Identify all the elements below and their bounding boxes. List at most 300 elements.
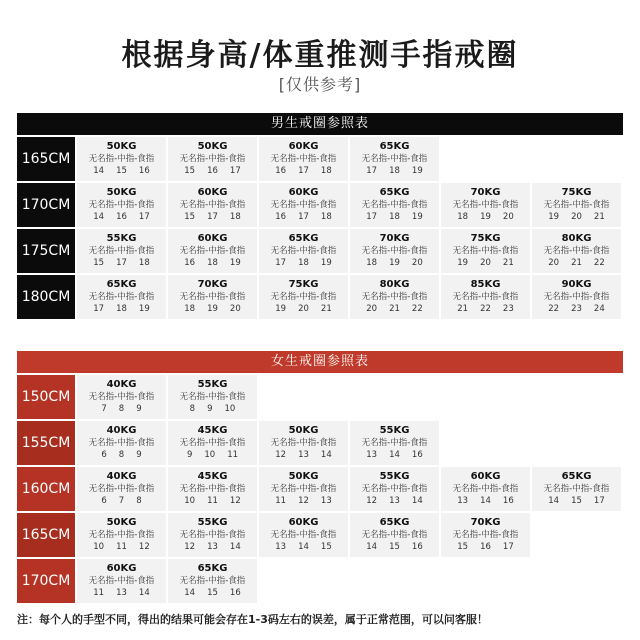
ring-size-value: 20 [411,258,423,268]
ring-size-value: 14 [366,542,378,552]
weight-cells [75,421,623,465]
ring-sizes [532,303,621,315]
weight-label: 60KG [197,187,228,198]
finger-label: 无名指-中指-食指 [88,392,155,402]
ring-sizes [168,403,257,415]
ring-size-value: 20 [502,212,514,222]
ring-sizes [168,303,257,315]
ring-size-value: 18 [320,212,332,222]
finger-label: 无名指-中指-食指 [543,200,610,210]
ring-size-value: 18 [389,166,400,176]
ring-size-value: 16 [275,212,287,222]
ring-size-value: 15 [457,542,469,552]
ring-size-value: 14 [389,450,400,460]
ring-size-value: 11 [227,450,239,460]
ring-size-value: 13 [457,496,469,506]
ring-size-value: 12 [138,542,150,552]
ring-size-value: 21 [457,304,469,314]
finger-label: 无名指-中指-食指 [179,292,246,302]
male-table-header: 男生戒圈参照表 [17,113,623,135]
ring-size-value: 23 [571,304,582,314]
height-label: 165CM [21,527,71,543]
ring-size-value: 10 [93,542,105,552]
weight-label: 65KG [379,141,410,152]
weight-label: 55KG [379,471,410,482]
ring-size-value: 12 [184,542,196,552]
size-cell [441,513,530,557]
ring-size-value: 7 [101,404,107,414]
weight-label: 50KG [106,517,137,528]
weight-label: 40KG [106,471,137,482]
ring-size-value: 11 [207,496,218,506]
ring-size-value: 14 [298,542,309,552]
ring-sizes [441,257,530,269]
weight-cells [75,183,623,227]
weight-cells [75,559,623,603]
weight-label: 75KG [561,187,592,198]
weight-label: 65KG [106,279,137,290]
size-cell [441,229,530,273]
ring-size-value: 19 [389,258,400,268]
finger-label: 无名指-中指-食指 [270,200,337,210]
female-table-body [17,375,623,603]
ring-size-value: 8 [136,496,142,506]
ring-size-value: 13 [320,496,332,506]
ring-size-value: 19 [229,258,241,268]
ring-sizes [350,211,439,223]
size-cell [168,229,257,273]
ring-sizes [532,257,621,269]
ring-sizes [77,587,166,599]
ring-size-value: 20 [548,258,560,268]
finger-label: 无名指-中指-食指 [179,200,246,210]
ring-size-value: 11 [93,588,105,598]
height-label: 180CM [21,289,71,305]
ring-size-value: 15 [116,166,127,176]
ring-size-value: 21 [593,212,605,222]
weight-cells [75,137,623,181]
weight-label: 65KG [379,187,410,198]
weight-label: 60KG [288,187,319,198]
ring-size-value: 13 [298,450,309,460]
female-ring-size-table [17,351,623,603]
ring-size-value: 14 [184,588,196,598]
ring-sizes [259,165,348,177]
weight-label: 45KG [197,425,228,436]
table-row [17,137,623,181]
table-row [17,375,623,419]
finger-label: 无名指-中指-食指 [179,438,246,448]
ring-size-value: 20 [298,304,309,314]
ring-sizes [350,257,439,269]
ring-size-value: 16 [207,166,218,176]
height-label: 165CM [21,151,71,167]
ring-size-value: 12 [275,450,287,460]
ring-size-value: 18 [298,258,309,268]
ring-size-value: 20 [480,258,491,268]
finger-label: 无名指-中指-食指 [270,246,337,256]
size-cell [350,275,439,319]
weight-cells [75,275,623,319]
ring-sizes [77,403,166,415]
ring-sizes [350,165,439,177]
ring-size-value: 17 [502,542,514,552]
ring-size-value: 16 [229,588,241,598]
ring-sizes [259,495,348,507]
size-cell [350,183,439,227]
ring-size-value: 18 [366,258,378,268]
ring-size-value: 16 [116,212,127,222]
size-cell [532,275,621,319]
ring-sizes [168,541,257,553]
table-row [17,229,623,273]
ring-size-value: 21 [571,258,582,268]
ring-size-value: 18 [320,166,332,176]
ring-size-value: 13 [275,542,287,552]
ring-size-value: 17 [138,212,150,222]
ring-size-value: 10 [184,496,196,506]
ring-size-value: 13 [207,542,218,552]
male-table-body [17,137,623,319]
height-label: 160CM [21,481,71,497]
weight-label: 70KG [470,517,501,528]
ring-size-value: 20 [366,304,378,314]
ring-size-value: 17 [298,166,309,176]
weight-cells [75,467,623,511]
weight-label: 50KG [106,141,137,152]
ring-size-value: 15 [571,496,582,506]
ring-size-value: 19 [411,212,423,222]
ring-size-value: 16 [480,542,491,552]
ring-size-value: 18 [207,258,218,268]
ring-sizes [259,303,348,315]
weight-label: 50KG [106,187,137,198]
finger-label: 无名指-中指-食指 [452,246,519,256]
ring-size-value: 15 [207,588,218,598]
ring-size-value: 18 [138,258,150,268]
ring-size-value: 13 [116,588,127,598]
ring-size-value: 19 [457,258,469,268]
ring-size-value: 8 [118,450,125,460]
ring-sizes [168,257,257,269]
weight-cells [75,513,623,557]
finger-label: 无名指-中指-食指 [270,484,337,494]
weight-label: 55KG [106,233,137,244]
height-label: 170CM [21,197,71,213]
ring-size-value: 17 [366,166,378,176]
weight-label: 70KG [470,187,501,198]
table-row [17,559,623,603]
finger-label: 无名指-中指-食指 [179,246,246,256]
finger-label: 无名指-中指-食指 [88,484,155,494]
finger-label: 无名指-中指-食指 [88,292,155,302]
ring-size-value: 18 [229,212,241,222]
ring-sizes [168,495,257,507]
ring-sizes [350,449,439,461]
ring-size-value: 19 [480,212,491,222]
ring-size-value: 17 [207,212,218,222]
ring-size-value: 17 [116,258,127,268]
ring-size-value: 13 [366,450,378,460]
ring-sizes [77,449,166,461]
ring-size-value: 11 [116,542,127,552]
ring-size-value: 7 [118,496,125,506]
ring-size-value: 16 [411,542,423,552]
ring-size-value: 22 [593,258,605,268]
ring-size-value: 22 [480,304,491,314]
ring-size-value: 20 [571,212,582,222]
weight-label: 65KG [379,517,410,528]
size-cell [259,467,348,511]
size-cell [77,275,166,319]
ring-size-value: 12 [229,496,241,506]
finger-label: 无名指-中指-食指 [543,484,610,494]
size-cell [168,559,257,603]
weight-label: 45KG [197,471,228,482]
ring-size-value: 19 [320,258,332,268]
ring-size-value: 22 [411,304,423,314]
size-cell [77,137,166,181]
ring-size-value: 9 [136,404,142,414]
weight-label: 40KG [106,379,137,390]
height-label: 170CM [21,573,71,589]
weight-label: 60KG [197,233,228,244]
ring-size-value: 8 [189,404,196,414]
finger-label: 无名指-中指-食指 [361,246,428,256]
finger-label: 无名指-中指-食指 [270,154,337,164]
weight-label: 75KG [288,279,319,290]
ring-size-value: 10 [204,450,216,460]
weight-label: 70KG [197,279,228,290]
ring-size-value: 14 [480,496,491,506]
size-cell [259,137,348,181]
ring-size-value: 15 [389,542,400,552]
ring-size-value: 19 [138,304,150,314]
ring-size-value: 21 [389,304,400,314]
ring-size-value: 9 [136,450,142,460]
ring-sizes [259,211,348,223]
size-cell [77,421,166,465]
ring-size-value: 12 [366,496,378,506]
finger-label: 无名指-中指-食指 [452,292,519,302]
size-cell [350,467,439,511]
table-row [17,275,623,319]
ring-sizes [441,541,530,553]
finger-label: 无名指-中指-食指 [452,530,519,540]
ring-size-value: 13 [389,496,400,506]
finger-label: 无名指-中指-食指 [361,292,428,302]
ring-sizes [350,541,439,553]
ring-size-value: 19 [548,212,560,222]
ring-size-value: 17 [229,166,241,176]
page-title: 根据身高/体重推测手指戒圈 [121,38,519,73]
size-cell [259,421,348,465]
weight-cells [75,375,623,419]
ring-size-value: 15 [184,166,196,176]
ring-size-value: 11 [275,496,287,506]
size-cell [77,229,166,273]
finger-label: 无名指-中指-食指 [361,484,428,494]
ring-size-value: 20 [229,304,241,314]
table-row [17,513,623,557]
male-ring-size-table [17,113,623,319]
size-cell [77,467,166,511]
finger-label: 无名指-中指-食指 [452,484,519,494]
weight-label: 40KG [106,425,137,436]
weight-label: 60KG [106,563,137,574]
weight-label: 55KG [379,425,410,436]
size-cell [441,183,530,227]
size-cell [168,467,257,511]
size-cell [259,229,348,273]
ring-sizes [350,303,439,315]
ring-size-value: 14 [93,166,105,176]
ring-size-value: 19 [207,304,218,314]
ring-sizes [168,165,257,177]
ring-sizes [441,211,530,223]
ring-size-value: 14 [93,212,105,222]
ring-sizes [259,257,348,269]
ring-sizes [168,211,257,223]
finger-label: 无名指-中指-食指 [179,576,246,586]
ring-size-value: 16 [411,450,423,460]
ring-size-value: 6 [101,450,107,460]
ring-sizes [168,449,257,461]
height-label: 155CM [21,435,71,451]
ring-sizes [77,495,166,507]
size-cell [350,421,439,465]
ring-size-value: 15 [93,258,105,268]
ring-size-value: 21 [502,258,514,268]
height-label: 175CM [21,243,71,259]
footnote: 注：每个人的手型不同，得出的结果可能会存在1-3码左右的误差，属于正常范围，可以问客服！ [17,613,488,626]
weight-label: 80KG [379,279,410,290]
ring-size-value: 15 [184,212,196,222]
ring-size-value: 16 [502,496,514,506]
ring-size-value: 24 [593,304,605,314]
ring-size-value: 18 [457,212,469,222]
ring-size-value: 21 [320,304,332,314]
weight-label: 85KG [470,279,501,290]
size-cell [259,183,348,227]
ring-sizes [441,303,530,315]
finger-label: 无名指-中指-食指 [270,438,337,448]
finger-label: 无名指-中指-食指 [179,392,246,402]
ring-size-value: 16 [275,166,287,176]
ring-size-value: 18 [116,304,127,314]
finger-label: 无名指-中指-食指 [543,246,610,256]
size-cell [168,183,257,227]
ring-size-value: 18 [389,212,400,222]
weight-label: 65KG [197,563,228,574]
weight-label: 60KG [288,141,319,152]
ring-sizes [77,165,166,177]
size-cell [77,183,166,227]
size-cell [77,513,166,557]
ring-sizes [77,257,166,269]
size-cell [77,375,166,419]
size-cell [350,229,439,273]
ring-size-value: 14 [320,450,332,460]
ring-size-value: 14 [411,496,423,506]
finger-label: 无名指-中指-食指 [88,246,155,256]
finger-label: 无名指-中指-食指 [88,576,155,586]
size-cell [168,513,257,557]
ring-size-value: 16 [184,258,196,268]
ring-size-value: 9 [207,404,213,414]
ring-size-value: 17 [366,212,378,222]
finger-label: 无名指-中指-食指 [179,530,246,540]
weight-label: 80KG [561,233,592,244]
ring-size-value: 19 [275,304,287,314]
ring-size-value: 18 [184,304,196,314]
weight-label: 75KG [470,233,501,244]
size-cell [441,467,530,511]
ring-sizes [259,449,348,461]
ring-sizes [168,587,257,599]
ring-size-value: 17 [275,258,287,268]
finger-label: 无名指-中指-食指 [543,292,610,302]
finger-label: 无名指-中指-食指 [361,154,428,164]
size-cell [259,275,348,319]
ring-size-value: 17 [298,212,309,222]
finger-label: 无名指-中指-食指 [88,154,155,164]
finger-label: 无名指-中指-食指 [88,530,155,540]
weight-label: 90KG [561,279,592,290]
ring-sizes [350,495,439,507]
size-cell [168,375,257,419]
weight-label: 55KG [197,517,228,528]
ring-size-value: 14 [548,496,560,506]
finger-label: 无名指-中指-食指 [361,200,428,210]
ring-size-value: 8 [118,404,125,414]
weight-label: 70KG [379,233,410,244]
size-cell [168,137,257,181]
weight-label: 65KG [288,233,319,244]
page-subtitle: [仅供参考] [278,75,362,94]
size-cell [532,467,621,511]
size-cell [168,421,257,465]
finger-label: 无名指-中指-食指 [179,154,246,164]
finger-label: 无名指-中指-食指 [361,438,428,448]
ring-size-value: 16 [138,166,150,176]
finger-label: 无名指-中指-食指 [179,484,246,494]
female-table-header: 女生戒圈参照表 [17,351,623,373]
ring-size-value: 14 [138,588,150,598]
weight-label: 50KG [197,141,228,152]
ring-size-value: 23 [502,304,514,314]
size-cell [532,229,621,273]
ring-size-value: 17 [93,304,105,314]
ring-size-value: 15 [320,542,332,552]
weight-label: 65KG [561,471,592,482]
weight-label: 50KG [288,425,319,436]
finger-label: 无名指-中指-食指 [270,530,337,540]
weight-label: 50KG [288,471,319,482]
ring-sizes [532,495,621,507]
ring-size-value: 12 [298,496,309,506]
ring-sizes [532,211,621,223]
ring-size-value: 19 [411,166,423,176]
table-row [17,467,623,511]
finger-label: 无名指-中指-食指 [270,292,337,302]
ring-sizes [441,495,530,507]
weight-label: 60KG [470,471,501,482]
ring-sizes [259,541,348,553]
size-cell [441,275,530,319]
size-cell [350,513,439,557]
size-cell [77,559,166,603]
